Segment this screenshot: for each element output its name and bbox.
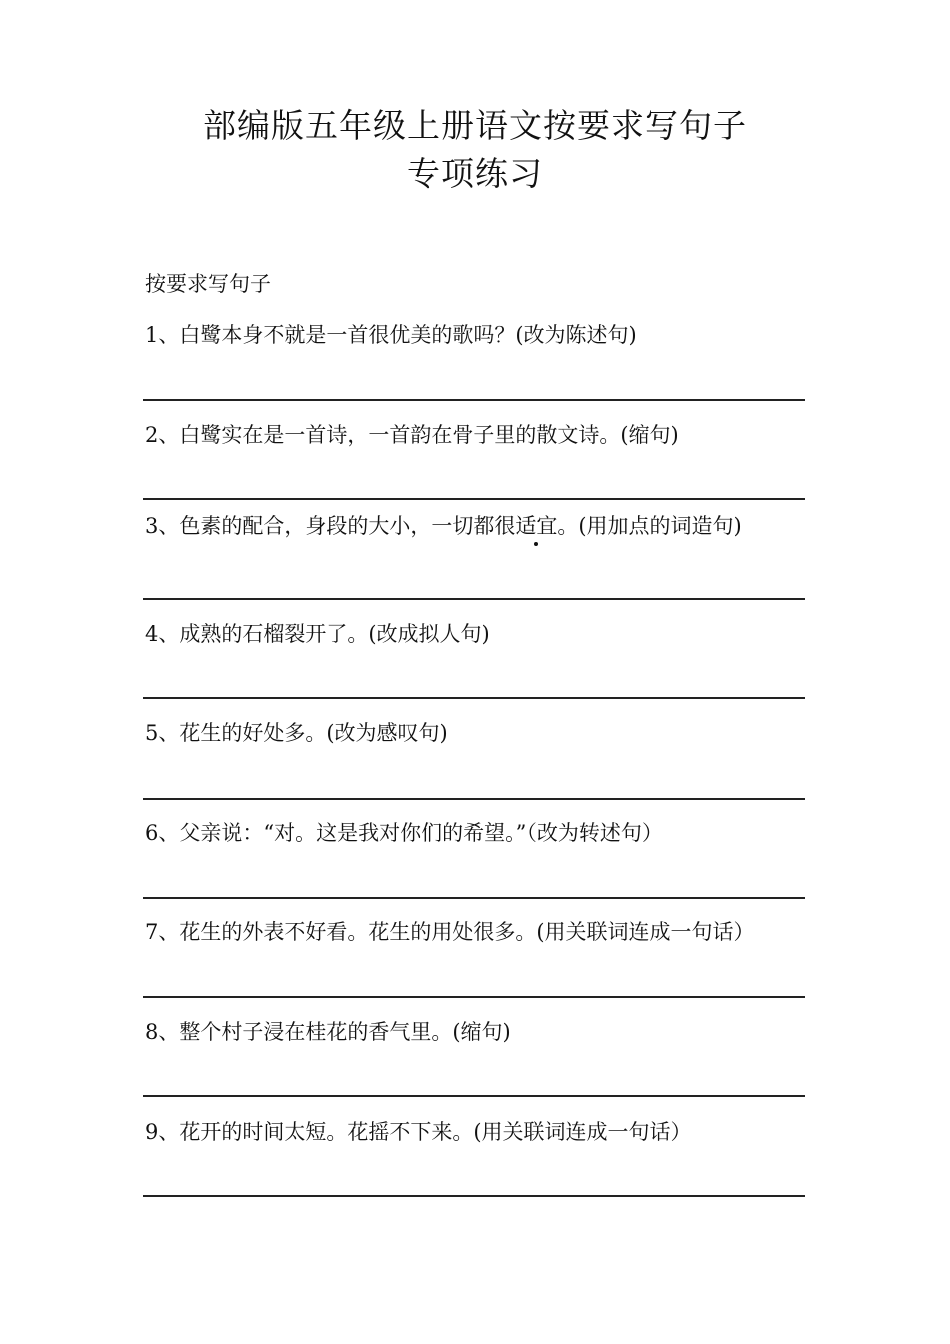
page-subtitle: 专项练习 bbox=[407, 154, 543, 193]
answer-line-9 bbox=[143, 1195, 805, 1197]
question-6: 6、父亲说：“对。这是我对你们的希望。”（改为转述句） bbox=[145, 821, 663, 845]
question-9: 9、花开的时间太短。花摇不下来。(用关联词连成一句话） bbox=[145, 1120, 692, 1144]
question-1: 1、白鹭本身不就是一首很优美的歌吗？(改为陈述句) bbox=[145, 323, 637, 347]
answer-line-7 bbox=[143, 996, 805, 998]
answer-line-5 bbox=[143, 798, 805, 800]
page-title: 部编版五年级上册语文按要求写句子 bbox=[203, 106, 747, 145]
question-5: 5、花生的好处多。(改为感叹句) bbox=[145, 721, 448, 745]
answer-line-1 bbox=[143, 399, 805, 401]
question-3-text-before: 3、色素的配合，身段的大小，一切都很 bbox=[145, 514, 516, 538]
answer-line-3 bbox=[143, 598, 805, 600]
answer-line-6 bbox=[143, 897, 805, 899]
question-8: 8、整个村子浸在桂花的香气里。(缩句) bbox=[145, 1020, 511, 1044]
answer-line-4 bbox=[143, 697, 805, 699]
question-7: 7、花生的外表不好看。花生的用处很多。(用关联词连成一句话） bbox=[145, 920, 755, 944]
question-3-text-after: 。(用加点的词造句) bbox=[557, 514, 742, 538]
question-3-dotted-word: 适宜 bbox=[515, 514, 558, 538]
section-heading: 按要求写句子 bbox=[145, 272, 271, 296]
answer-line-2 bbox=[143, 498, 805, 500]
question-4: 4、成熟的石榴裂开了。(改成拟人句) bbox=[145, 622, 490, 646]
question-3 bbox=[145, 512, 810, 540]
answer-line-8 bbox=[143, 1095, 805, 1097]
question-2: 2、白鹭实在是一首诗，一首韵在骨子里的散文诗。(缩句) bbox=[145, 423, 679, 447]
